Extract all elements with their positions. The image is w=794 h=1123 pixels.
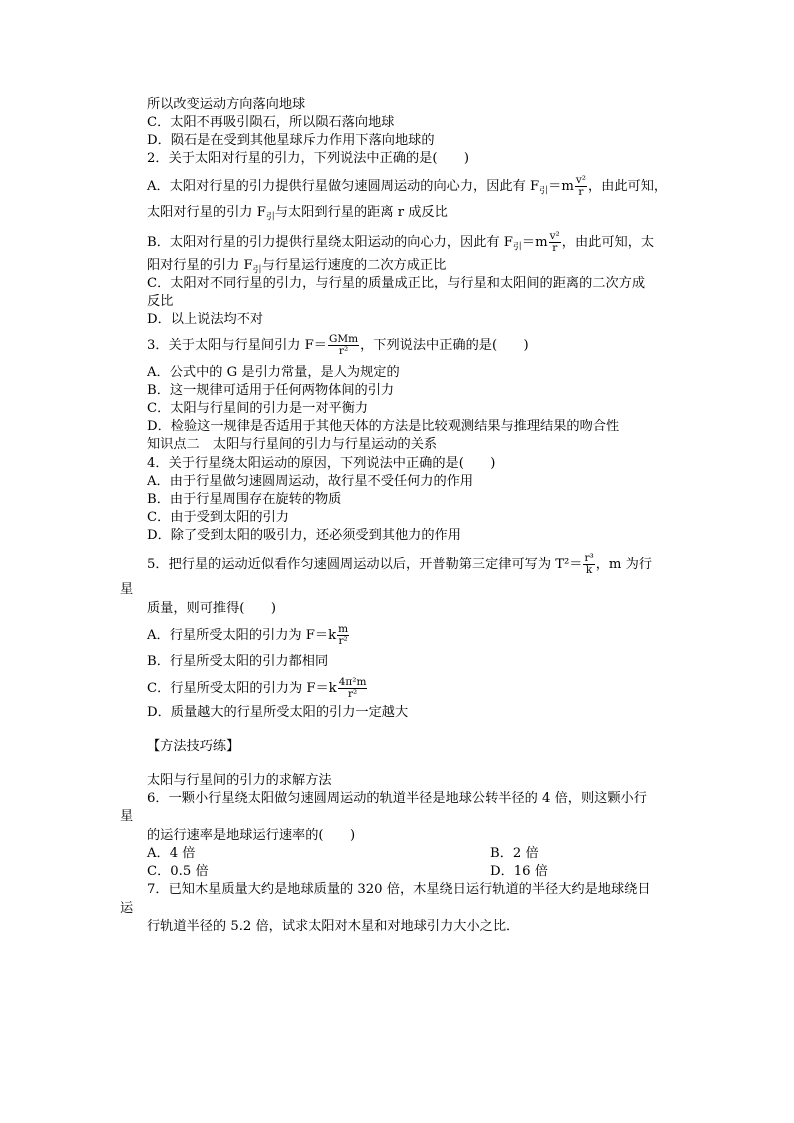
text-line: 质量，则可推得( ) <box>147 601 276 616</box>
fraction <box>575 175 587 198</box>
subsection-heading: 太阳与行星间的引力的求解方法 <box>147 773 332 788</box>
option-c <box>147 677 368 700</box>
option-d: D．16 倍 <box>490 864 548 879</box>
text-segment: ，由此可知， <box>588 179 668 194</box>
numerator: r³ <box>584 552 594 564</box>
subscript: 引 <box>512 242 522 253</box>
denominator: r² <box>338 635 348 647</box>
text-segment: 5．把行星的运动近似看作匀速圆周运动以后，开普勒第三定律可写为 T²＝ <box>147 557 583 572</box>
text-line: 所以改变运动方向落向地球 <box>147 97 306 112</box>
text-segment: ，下列说法中正确的是( ) <box>360 338 529 353</box>
wrapped-char: 运 <box>120 901 134 916</box>
option-c: C．太阳不再吸引陨石，所以陨石落向地球 <box>147 115 395 130</box>
numerator: v² <box>575 174 586 186</box>
section-heading: 【方法技巧练】 <box>147 739 240 754</box>
fraction <box>338 677 368 700</box>
option-a: A．公式中的 G 是引力常量，是人为规定的 <box>147 365 400 380</box>
denominator: r <box>578 186 584 198</box>
option-d: D．以上说法均不对 <box>147 312 264 327</box>
fraction <box>337 624 349 647</box>
subscript: 引 <box>265 212 275 223</box>
denominator: r² <box>338 345 349 357</box>
wrapped-char: 星 <box>120 582 134 597</box>
text-segment: 与行星运行速度的二次方成正比 <box>261 258 447 273</box>
option-a-formula-line <box>147 175 667 200</box>
text-segment: A．太阳对行星的引力提供行星做匀速圆周运动的向心力，因此有 F <box>147 179 540 194</box>
text-segment: ＝m <box>548 179 574 194</box>
option-b: B．2 倍 <box>490 846 539 861</box>
fraction <box>549 231 561 254</box>
text-segment: ，m 为行 <box>595 557 652 572</box>
option-a: A．4 倍 <box>147 846 196 861</box>
option-d: D．质量越大的行星所受太阳的引力一定越大 <box>147 705 409 720</box>
question-3 <box>147 334 529 357</box>
option-c: C．0.5 倍 <box>147 864 209 879</box>
text-segment: 阳对行星的引力 F <box>147 258 253 273</box>
text-segment: ，由此可知，太 <box>561 235 655 250</box>
numerator: v² <box>549 230 560 242</box>
text-line <box>147 205 448 226</box>
numerator: m <box>338 623 349 635</box>
denominator: r <box>552 242 558 254</box>
text-line: 行轨道半径的 5.2 倍，试求太阳对木星和对地球引力大小之比． <box>147 919 520 934</box>
question-4: 4．关于行星绕太阳运动的原因，下列说法中正确的是( ) <box>147 456 496 471</box>
option-a <box>147 624 350 647</box>
text-segment: 太阳对行星的引力 F <box>147 205 266 220</box>
text-line: 反比 <box>147 294 174 309</box>
section-heading: 知识点二 太阳与行星间的引力与行星运动的关系 <box>147 437 438 452</box>
numerator: GMm <box>328 333 359 345</box>
options-row <box>147 846 539 862</box>
denominator: r² <box>347 688 358 700</box>
options-row <box>147 864 548 880</box>
option-b: B．由于行星周围存在旋转的物质 <box>147 492 342 507</box>
text-segment: B．太阳对行星的引力提供行星绕太阳运动的向心力，因此有 F <box>147 235 513 250</box>
question-7: 7．已知木星质量大约是地球质量的 320 倍，木星绕日运行轨道的半径大约是地球绕日 <box>147 882 651 897</box>
denominator: k <box>585 564 593 576</box>
question-6: 6．一颗小行星绕太阳做匀速圆周运动的轨道半径是地球公转半径的 4 倍，则这颗小行 <box>147 791 647 806</box>
text-segment: C．行星所受太阳的引力为 F＝k <box>147 681 337 696</box>
text-segment: 与太阳到行星的距离 r 成反比 <box>274 205 448 220</box>
subscript: 引 <box>252 265 262 276</box>
text-segment: 3．关于太阳与行星间引力 F＝ <box>147 338 327 353</box>
option-d: D．除了受到太阳的吸引力，还必须受到其他力的作用 <box>147 528 461 543</box>
fraction <box>328 334 359 357</box>
option-b-formula-line <box>147 231 654 256</box>
option-d: D．检验这一规律是否适用于其他天体的方法是比较观测结果与推理结果的吻合性 <box>147 419 620 434</box>
option-a: A．由于行星做匀速圆周运动，故行星不受任何力的作用 <box>147 474 474 489</box>
option-c: C．太阳对不同行星的引力，与行星的质量成正比，与行星和太阳间的距离的二次方成 <box>147 276 646 291</box>
text-segment: ＝m <box>521 235 548 250</box>
option-d: D．陨石是在受到其他星球斥力作用下落向地球的 <box>147 133 435 148</box>
numerator: 4π²m <box>338 676 367 688</box>
fraction <box>583 553 594 576</box>
text-line: 的运行速率是地球运行速率的( ) <box>147 828 356 843</box>
question-5 <box>147 553 652 576</box>
option-c: C．由于受到太阳的引力 <box>147 510 289 525</box>
text-segment: A．行星所受太阳的引力为 F＝k <box>147 628 337 643</box>
option-b: B．这一规律可适用于任何两物体间的引力 <box>147 383 395 398</box>
subscript: 引 <box>539 186 549 197</box>
option-b: B．行星所受太阳的引力都相同 <box>147 654 329 669</box>
wrapped-char: 星 <box>120 809 134 824</box>
option-c: C．太阳与行星间的引力是一对平衡力 <box>147 401 369 416</box>
question-2: 2．关于太阳对行星的引力，下列说法中正确的是( ) <box>147 151 469 166</box>
